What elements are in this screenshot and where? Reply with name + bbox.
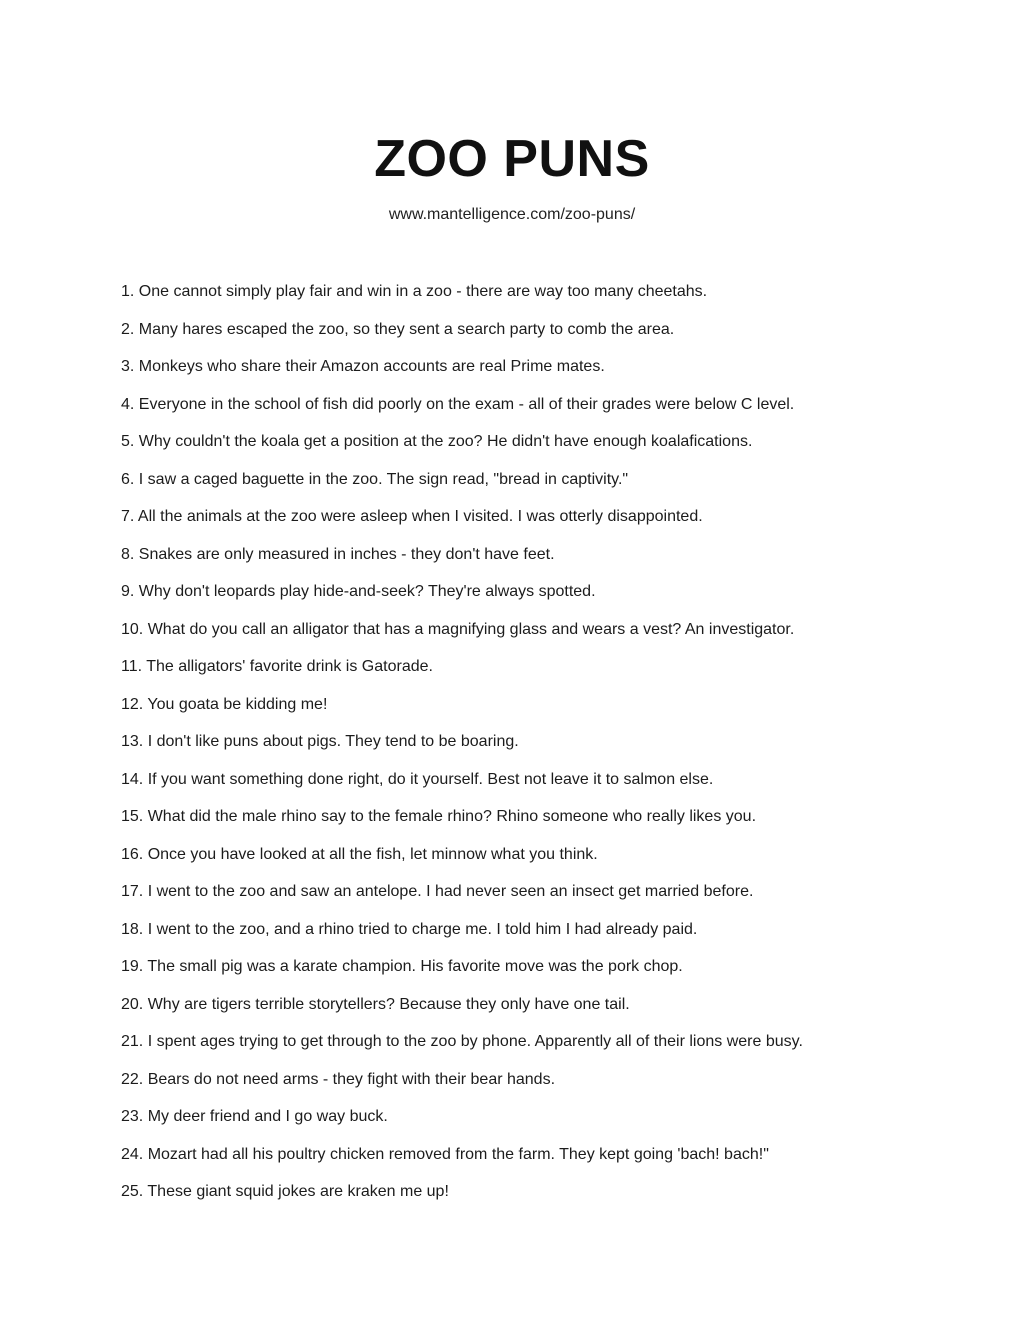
list-item: 12. You goata be kidding me! — [121, 695, 328, 713]
list-item: 8. Snakes are only measured in inches - they don't have feet. — [121, 545, 555, 563]
list-item: 18. I went to the zoo, and a rhino tried to charge me. I told him I had already paid. — [121, 920, 698, 938]
list-item: 4. Everyone in the school of fish did poorly on the exam - all of their grades were below C level. — [121, 395, 795, 413]
source-url: www.mantelligence.com/zoo-puns/ — [388, 206, 636, 223]
list-item: 17. I went to the zoo and saw an antelope. I had never seen an insect get married before. — [121, 883, 754, 900]
list-item: 1. One cannot simply play fair and win in a zoo - there are way too many cheetahs. — [121, 283, 708, 300]
list-item: 6. I saw a caged baguette in the zoo. The sign read, "bread in captivity." — [121, 470, 629, 488]
list-item: 13. I don't like puns about pigs. They tend to be boaring. — [121, 733, 519, 750]
list-item: 19. The small pig was a karate champion. His favorite move was the pork chop. — [121, 958, 683, 975]
list-item: 20. Why are tigers terrible storytellers? Because they only have one tail. — [121, 995, 630, 1013]
list-item: 22. Bears do not need arms - they fight with their bear hands. — [121, 1070, 556, 1088]
list-item: 23. My deer friend and I go way buck. — [121, 1108, 388, 1125]
list-item: 5. Why couldn't the koala get a position at the zoo? He didn't have enough koalafications. — [121, 433, 753, 450]
list-item: 3. Monkeys who share their Amazon accounts are real Prime mates. — [121, 358, 605, 375]
list-item: 11. The alligators' favorite drink is Gatorade. — [121, 658, 433, 675]
list-item: 15. What did the male rhino say to the female rhino? Rhino someone who really likes you. — [121, 808, 757, 825]
list-item: 25. These giant squid jokes are kraken me up! — [121, 1183, 449, 1200]
pun-list — [121, 280, 981, 1218]
list-item: 7. All the animals at the zoo were asleep when I visited. I was otterly disappointed. — [121, 508, 703, 525]
list-item: 21. I spent ages trying to get through to the zoo by phone. Apparently all of their lions were busy. — [121, 1033, 803, 1050]
list-item: 16. Once you have looked at all the fish, let minnow what you think. — [121, 845, 598, 863]
list-item: 10. What do you call an alligator that has a magnifying glass and wears a vest? An investigator. — [121, 620, 795, 638]
page-title: ZOO PUNS — [374, 130, 650, 188]
list-item: 14. If you want something done right, do it yourself. Best not leave it to salmon else. — [121, 770, 714, 788]
list-item: 2. Many hares escaped the zoo, so they sent a search party to comb the area. — [121, 320, 675, 338]
list-item: 9. Why don't leopards play hide-and-seek? They're always spotted. — [121, 583, 596, 600]
list-item: 24. Mozart had all his poultry chicken removed from the farm. They kept going 'bach! bach!" — [121, 1145, 769, 1163]
